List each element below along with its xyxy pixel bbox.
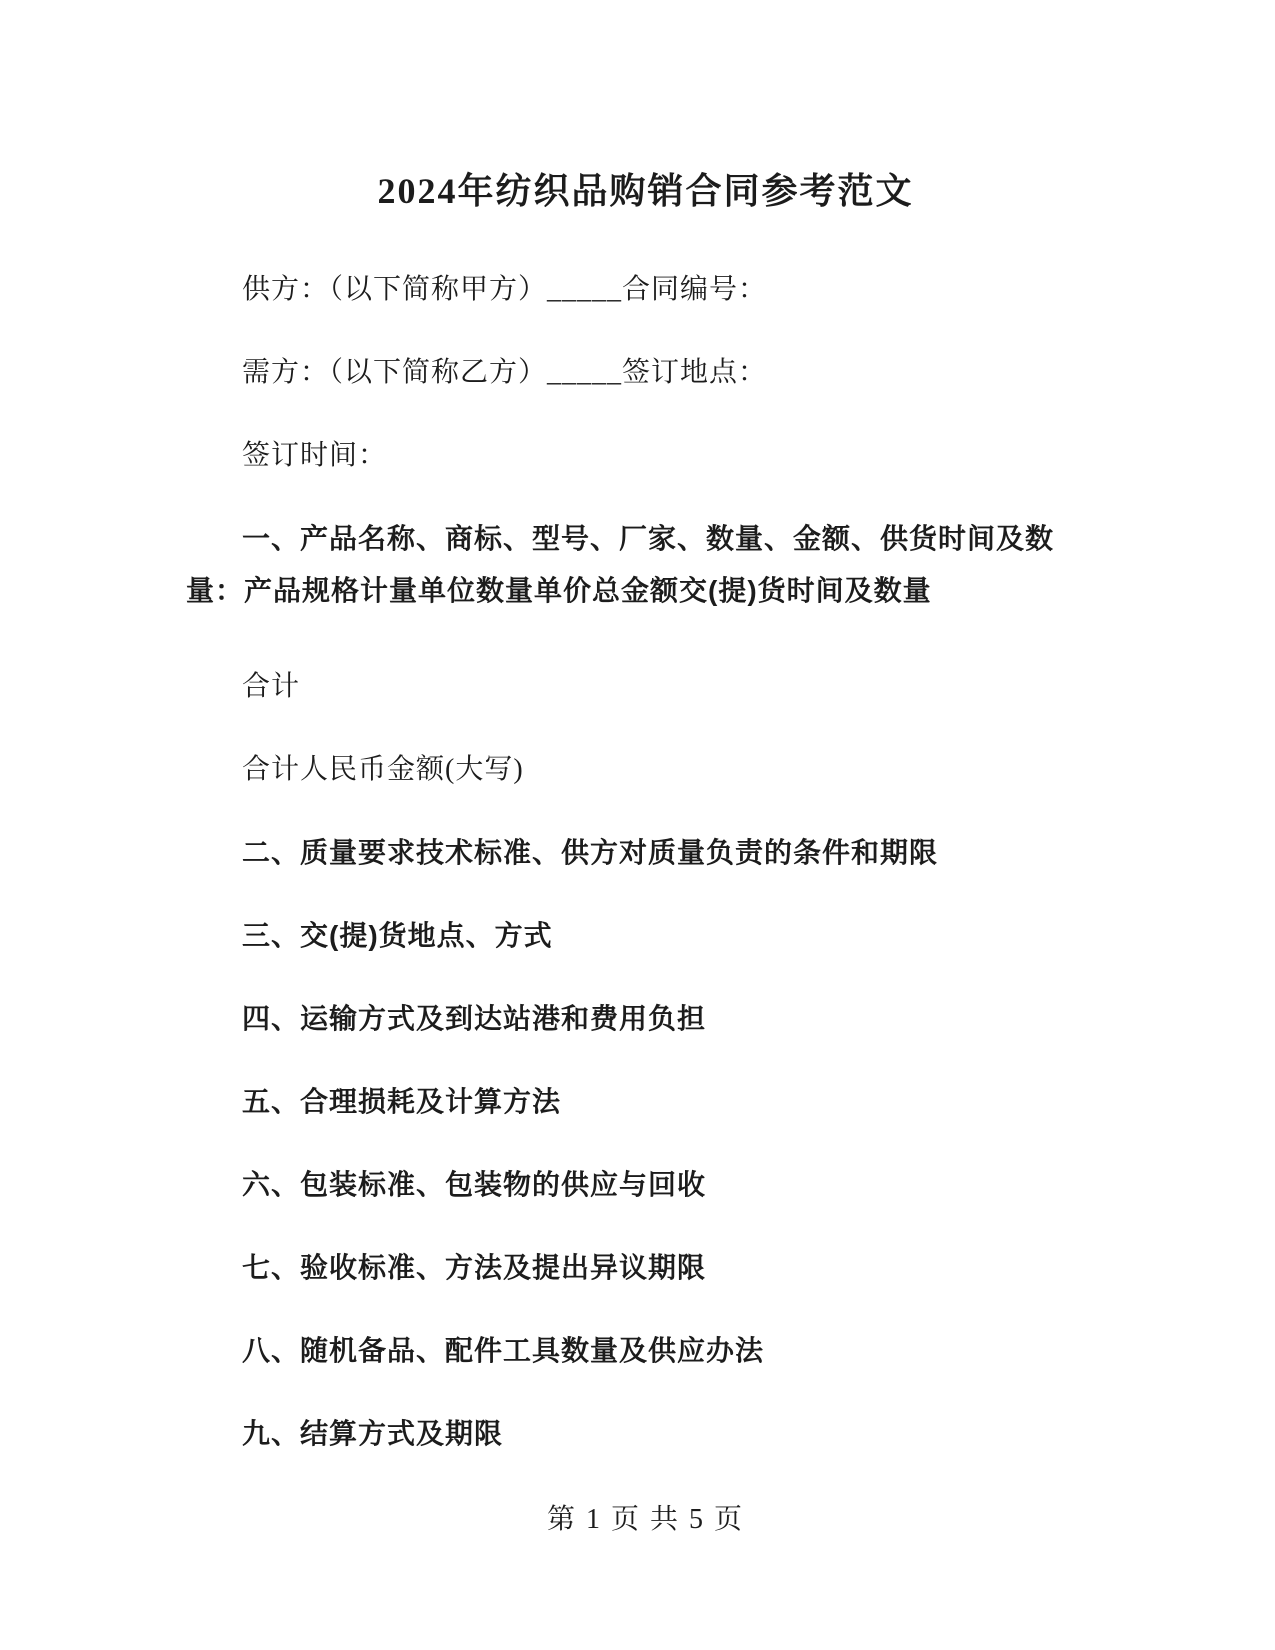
document-title: 2024年纺织品购销合同参考范文 <box>377 171 914 211</box>
page-number-footer: 第 1 页 共 5 页 <box>546 1504 744 1535</box>
clause-7-acceptance-standard: 七、验收标准、方法及提出异议期限 <box>242 1252 707 1283</box>
paragraph-total: 合计 <box>242 671 301 702</box>
clause-3-delivery-place: 三、交(提)货地点、方式 <box>242 920 553 951</box>
clause-2-quality-requirements: 二、质量要求技术标准、供方对质量负责的条件和期限 <box>242 837 939 868</box>
clause-8-spare-parts: 八、随机备品、配件工具数量及供应办法 <box>242 1335 765 1366</box>
clause-9-settlement-method: 九、结算方式及期限 <box>242 1418 504 1449</box>
paragraph-total-amount-words: 合计人民币金额(大写) <box>242 754 524 785</box>
paragraph-supplier: 供方：（以下简称甲方）_____合同编号： <box>242 274 768 305</box>
paragraph-buyer: 需方：（以下简称乙方）_____签订地点： <box>242 357 768 388</box>
clause-6-packaging-standard: 六、包装标准、包装物的供应与回收 <box>242 1169 707 1200</box>
clause-4-transport-mode: 四、运输方式及到达站港和费用负担 <box>242 1003 707 1034</box>
paragraph-signing-time: 签订时间： <box>242 440 388 471</box>
clause-5-reasonable-loss: 五、合理损耗及计算方法 <box>242 1086 562 1117</box>
clause-1-product-details: 一、产品名称、商标、型号、厂家、数量、金额、供货时间及数量：产品规格计量单位数量单价总金额交(提)货时间及数量 <box>186 523 1055 606</box>
